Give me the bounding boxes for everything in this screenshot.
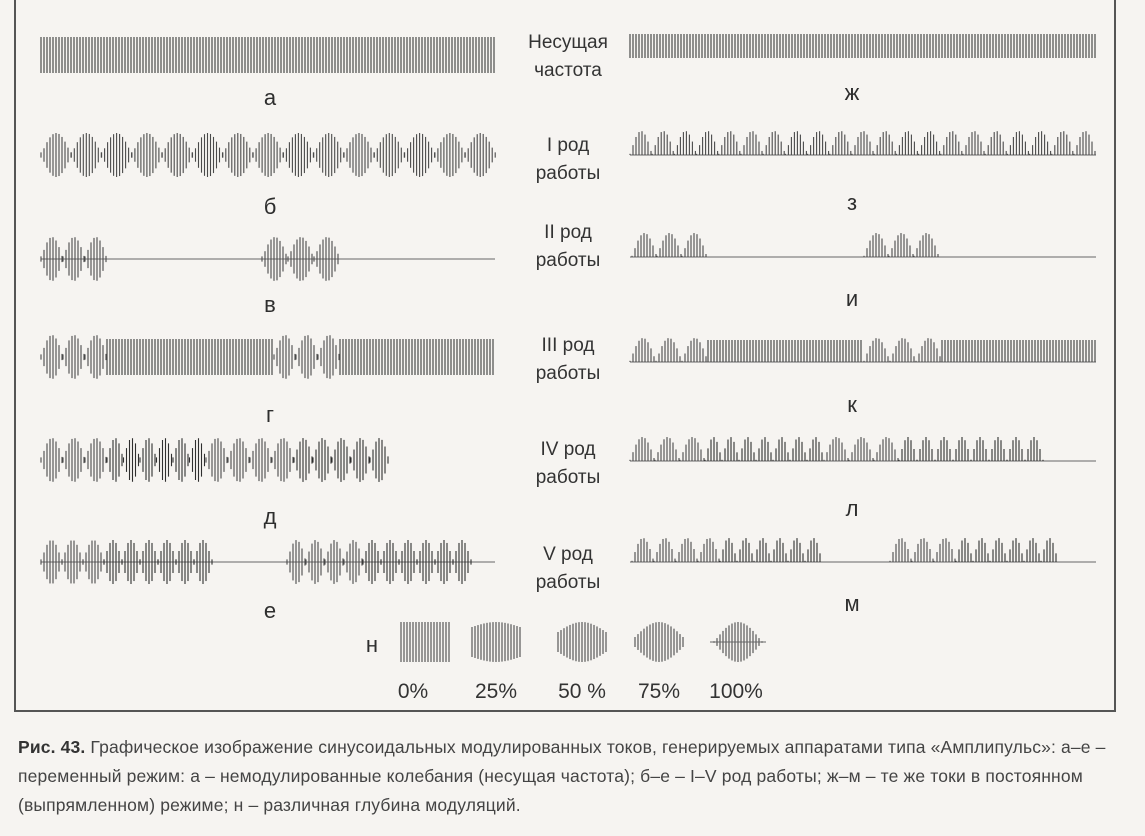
waveform-m — [630, 538, 1096, 562]
letter-m: м — [844, 591, 860, 616]
mode-label-1: I род работы — [535, 135, 601, 184]
caption-text: Графическое изображение синусоидальных модулированных токов, генерируемых аппаратами типа «Амплипульс»: а–е – переменный режим: а – немодулированные колебания (несущая частота); б–е – I–V род работы; ж–м – те же токи в постоянном (выпрямленном) режиме; н – различная глубина модуляций. — [18, 737, 1106, 815]
letter-zh: ж — [844, 80, 860, 105]
depth-label-100: 100% — [709, 680, 763, 703]
waveform-v — [41, 237, 495, 281]
letter-a: а — [263, 85, 277, 110]
waveform-z — [630, 131, 1096, 155]
letter-e: е — [263, 598, 277, 623]
depth-label-0: 0% — [397, 680, 429, 703]
letter-v: в — [264, 292, 276, 317]
depth-sample-2 — [558, 622, 606, 662]
waveform-k — [630, 338, 1096, 362]
mode-label-4: IV род работы — [535, 439, 601, 488]
mode-label-carrier: Несущая частота — [528, 32, 608, 81]
letter-l: л — [845, 496, 859, 521]
depth-label-75: 75% — [637, 680, 681, 703]
depth-sample-4 — [710, 622, 766, 662]
depth-sample-0 — [401, 622, 449, 662]
depth-sample-3 — [635, 622, 683, 662]
mode-label-2: II род работы — [535, 222, 601, 271]
depth-label-50: 50 % — [558, 680, 606, 703]
waveform-zh — [630, 34, 1095, 58]
figure-caption — [18, 733, 1128, 820]
depth-label-25: 25% — [474, 680, 518, 703]
waveform-a — [41, 37, 494, 73]
waveform-g — [41, 335, 493, 379]
letter-i: и — [845, 286, 859, 311]
letter-n: н — [365, 632, 379, 657]
caption-label: Рис. 43. — [18, 737, 86, 757]
depth-sample-1 — [472, 622, 520, 662]
mode-label-5: V род работы — [535, 544, 601, 593]
letter-k: к — [847, 392, 857, 417]
waveform-b — [41, 133, 495, 177]
letter-b: б — [263, 194, 277, 219]
waveform-e — [41, 540, 495, 584]
letter-z: з — [846, 190, 858, 215]
waveform-l — [630, 437, 1096, 461]
waveform-i — [630, 233, 1096, 257]
waveform-d — [41, 438, 388, 482]
letter-d: д — [263, 504, 277, 529]
mode-label-3: III род работы — [535, 335, 601, 384]
letter-g: г — [265, 402, 275, 427]
